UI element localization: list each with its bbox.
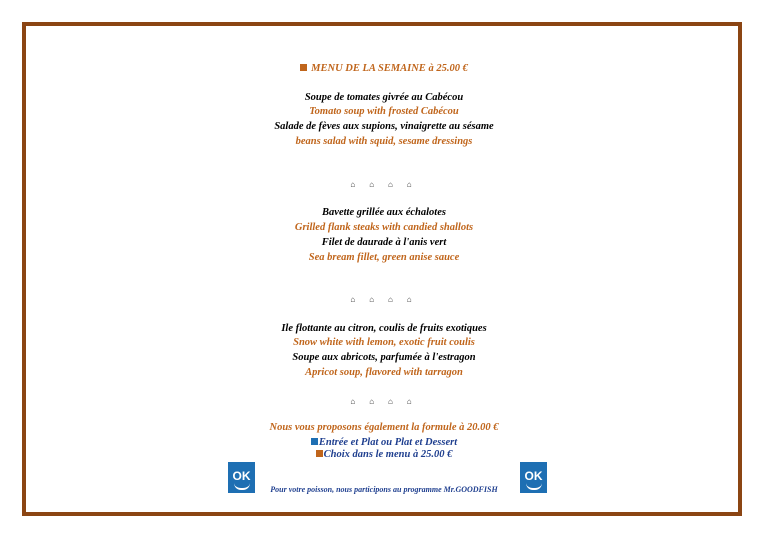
fish-arc-icon xyxy=(234,483,250,490)
main-2-fr: Filet de daurade à l'anis vert xyxy=(321,237,447,248)
menu-title-text: MENU DE LA SEMAINE à 25.00 € xyxy=(311,63,468,74)
bullet-square-icon xyxy=(316,450,323,457)
formula-option-2-text: Choix dans le menu à 25.00 € xyxy=(323,449,453,460)
main-2-en: Sea bream fillet, green anise sauce xyxy=(308,252,460,263)
logo-text: OK xyxy=(232,469,251,483)
mr-goodfish-logo-left xyxy=(228,462,255,493)
separator-2: ⌂ ⌂ ⌂ ⌂ xyxy=(350,295,418,304)
dessert-1-en: Snow white with lemon, exotic fruit coulis xyxy=(293,337,475,348)
bullet-square-icon xyxy=(311,438,318,445)
starter-2-en: beans salad with squid, sesame dressings xyxy=(295,136,473,147)
starter-2-fr: Salade de fèves aux supions, vinaigrette au sésame xyxy=(274,121,494,132)
menu-title xyxy=(0,63,768,75)
starter-1-fr: Soupe de tomates givrée au Cabécou xyxy=(304,92,464,103)
dessert-1-fr: Ile flottante au citron, coulis de fruits exotiques xyxy=(281,323,487,334)
formula-option-1 xyxy=(0,437,768,449)
formula-option-1-text: Entrée et Plat ou Plat et Dessert xyxy=(318,437,458,448)
logo-text: OK xyxy=(524,469,543,483)
main-1-en: Grilled flank steaks with candied shallots xyxy=(294,222,474,233)
formula-option-2 xyxy=(0,449,768,461)
fish-arc-icon xyxy=(526,483,542,490)
mr-goodfish-logo-right xyxy=(520,462,547,493)
formula-intro: Nous vous proposons également la formule à 20.00 € xyxy=(269,422,499,433)
dessert-2-fr: Soupe aux abricots, parfumée à l'estragon xyxy=(292,352,476,363)
dessert-2-en: Apricot soup, flavored with tarragon xyxy=(305,367,463,378)
goodfish-note: Pour votre poisson, nous participons au programme Mr.GOODFISH xyxy=(270,485,498,494)
bullet-square-icon xyxy=(300,64,307,71)
separator-3: ⌂ ⌂ ⌂ ⌂ xyxy=(350,397,418,406)
separator-1: ⌂ ⌂ ⌂ ⌂ xyxy=(350,180,418,189)
main-1-fr: Bavette grillée aux échalotes xyxy=(322,207,446,218)
starter-1-en: Tomato soup with frosted Cabécou xyxy=(309,106,459,117)
